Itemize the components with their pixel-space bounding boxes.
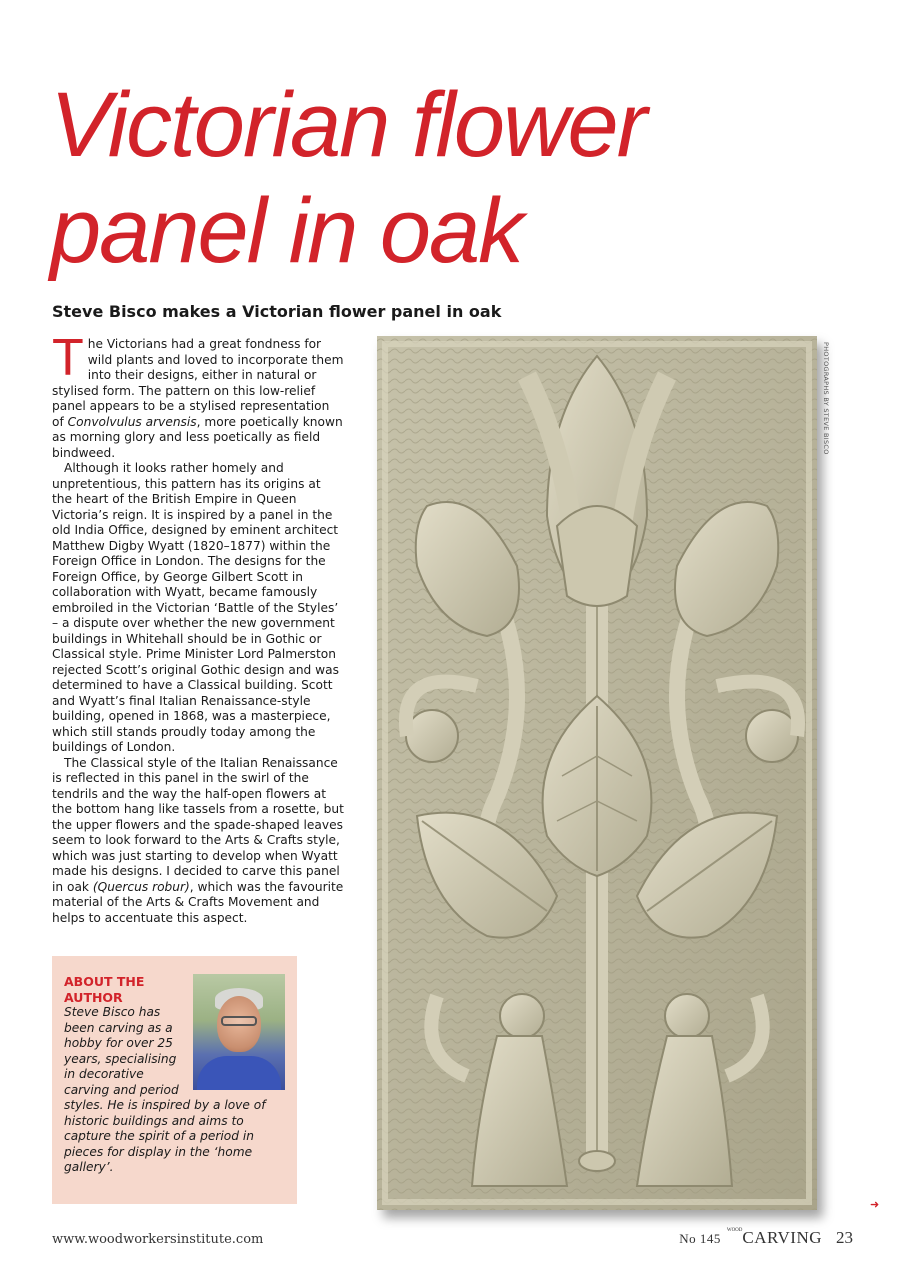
article-title: Victorian flower panel in oak (50, 74, 646, 282)
species-name: Convolvulus arvensis (67, 414, 197, 429)
paragraph-3-text: The Classical style of the Italian Renaissance is reflected in this panel in the swirl of the tendrils and the way the half-open flowers at the bottom hang like tassels from a rosette, but the upper flowers and the spade-shaped leaves seem to look forward to the Arts & Crafts style, which was just starting to develop when Wyatt made his designs. I decided to carve this panel in oak (52, 755, 344, 894)
page-number: 23 (836, 1228, 853, 1247)
author-bio: Steve Bisco has been carving as a hobby for over 25 years, specialising in decorative carving and period styles. He is inspired by a love of historic buildings and aims to capture the spirit of a period in pieces for display in the ‘home gallery’. (64, 1005, 266, 1174)
carved-panel-photo (377, 336, 817, 1210)
paragraph-3 (52, 756, 344, 927)
body-text (52, 329, 344, 926)
paragraph-1-end: , more poetically known as morning glory and less poetically as field bindweed. (52, 414, 343, 460)
author-photo (193, 974, 285, 1090)
oak-species: (Quercus robur) (92, 879, 190, 894)
paragraph-2: Although it looks rather homely and unpretentious, this pattern has its origins at the heart of the British Empire in Queen Victoria’s reign. It is inspired by a panel in the old India Office, designed by eminent architect Matthew Digby Wyatt (1820–1877) within the Foreign Office in London. The designs for the Foreign Office, by George Gilbert Scott in collaboration with Wyatt, became famously embroiled in the Victorian ‘Battle of the Styles’ – a dispute over whether the new government buildings in Whitehall should be in Gothic or Classical style. Prime Minister Lord Palmerston rejected Scott’s original Gothic design and was determined to have a Classical building. Scott and Wyatt’s final Italian Renaissance-style building, opened in 1868, was a masterpiece, which still stands proudly today among the buildings of London. (52, 461, 339, 754)
about-the-author-box (52, 956, 297, 1204)
arrow-right-icon: ➜ (870, 1199, 880, 1211)
issue-number: No 145 (679, 1231, 721, 1246)
author-heading: ABOUT THE AUTHOR (64, 974, 145, 1005)
standfirst: Steve Bisco makes a Victorian flower panel in oak (52, 302, 502, 321)
magazine-title: CARVING (742, 1228, 822, 1247)
paragraph-3-end: , which was the favourite material of the Arts & Crafts Movement and helps to accentuate this aspect. (52, 879, 344, 925)
paragraph-1-text: he Victorians had a great fondness for wild plants and loved to incorporate them into their designs, either in natural or stylised form. The pattern on this low-relief panel appears to be a stylised representation of (52, 337, 344, 429)
magazine-prefix: WOOD (726, 1228, 743, 1233)
footer-url: www.woodworkersinstitute.com (52, 1232, 264, 1247)
photo-credit: PHOTOGRAPHS BY STEVE BISCO (822, 342, 830, 455)
paragraph-1 (52, 329, 344, 461)
magazine-name (727, 1228, 822, 1248)
drop-cap: T (52, 329, 84, 387)
footer-folio (679, 1228, 853, 1248)
